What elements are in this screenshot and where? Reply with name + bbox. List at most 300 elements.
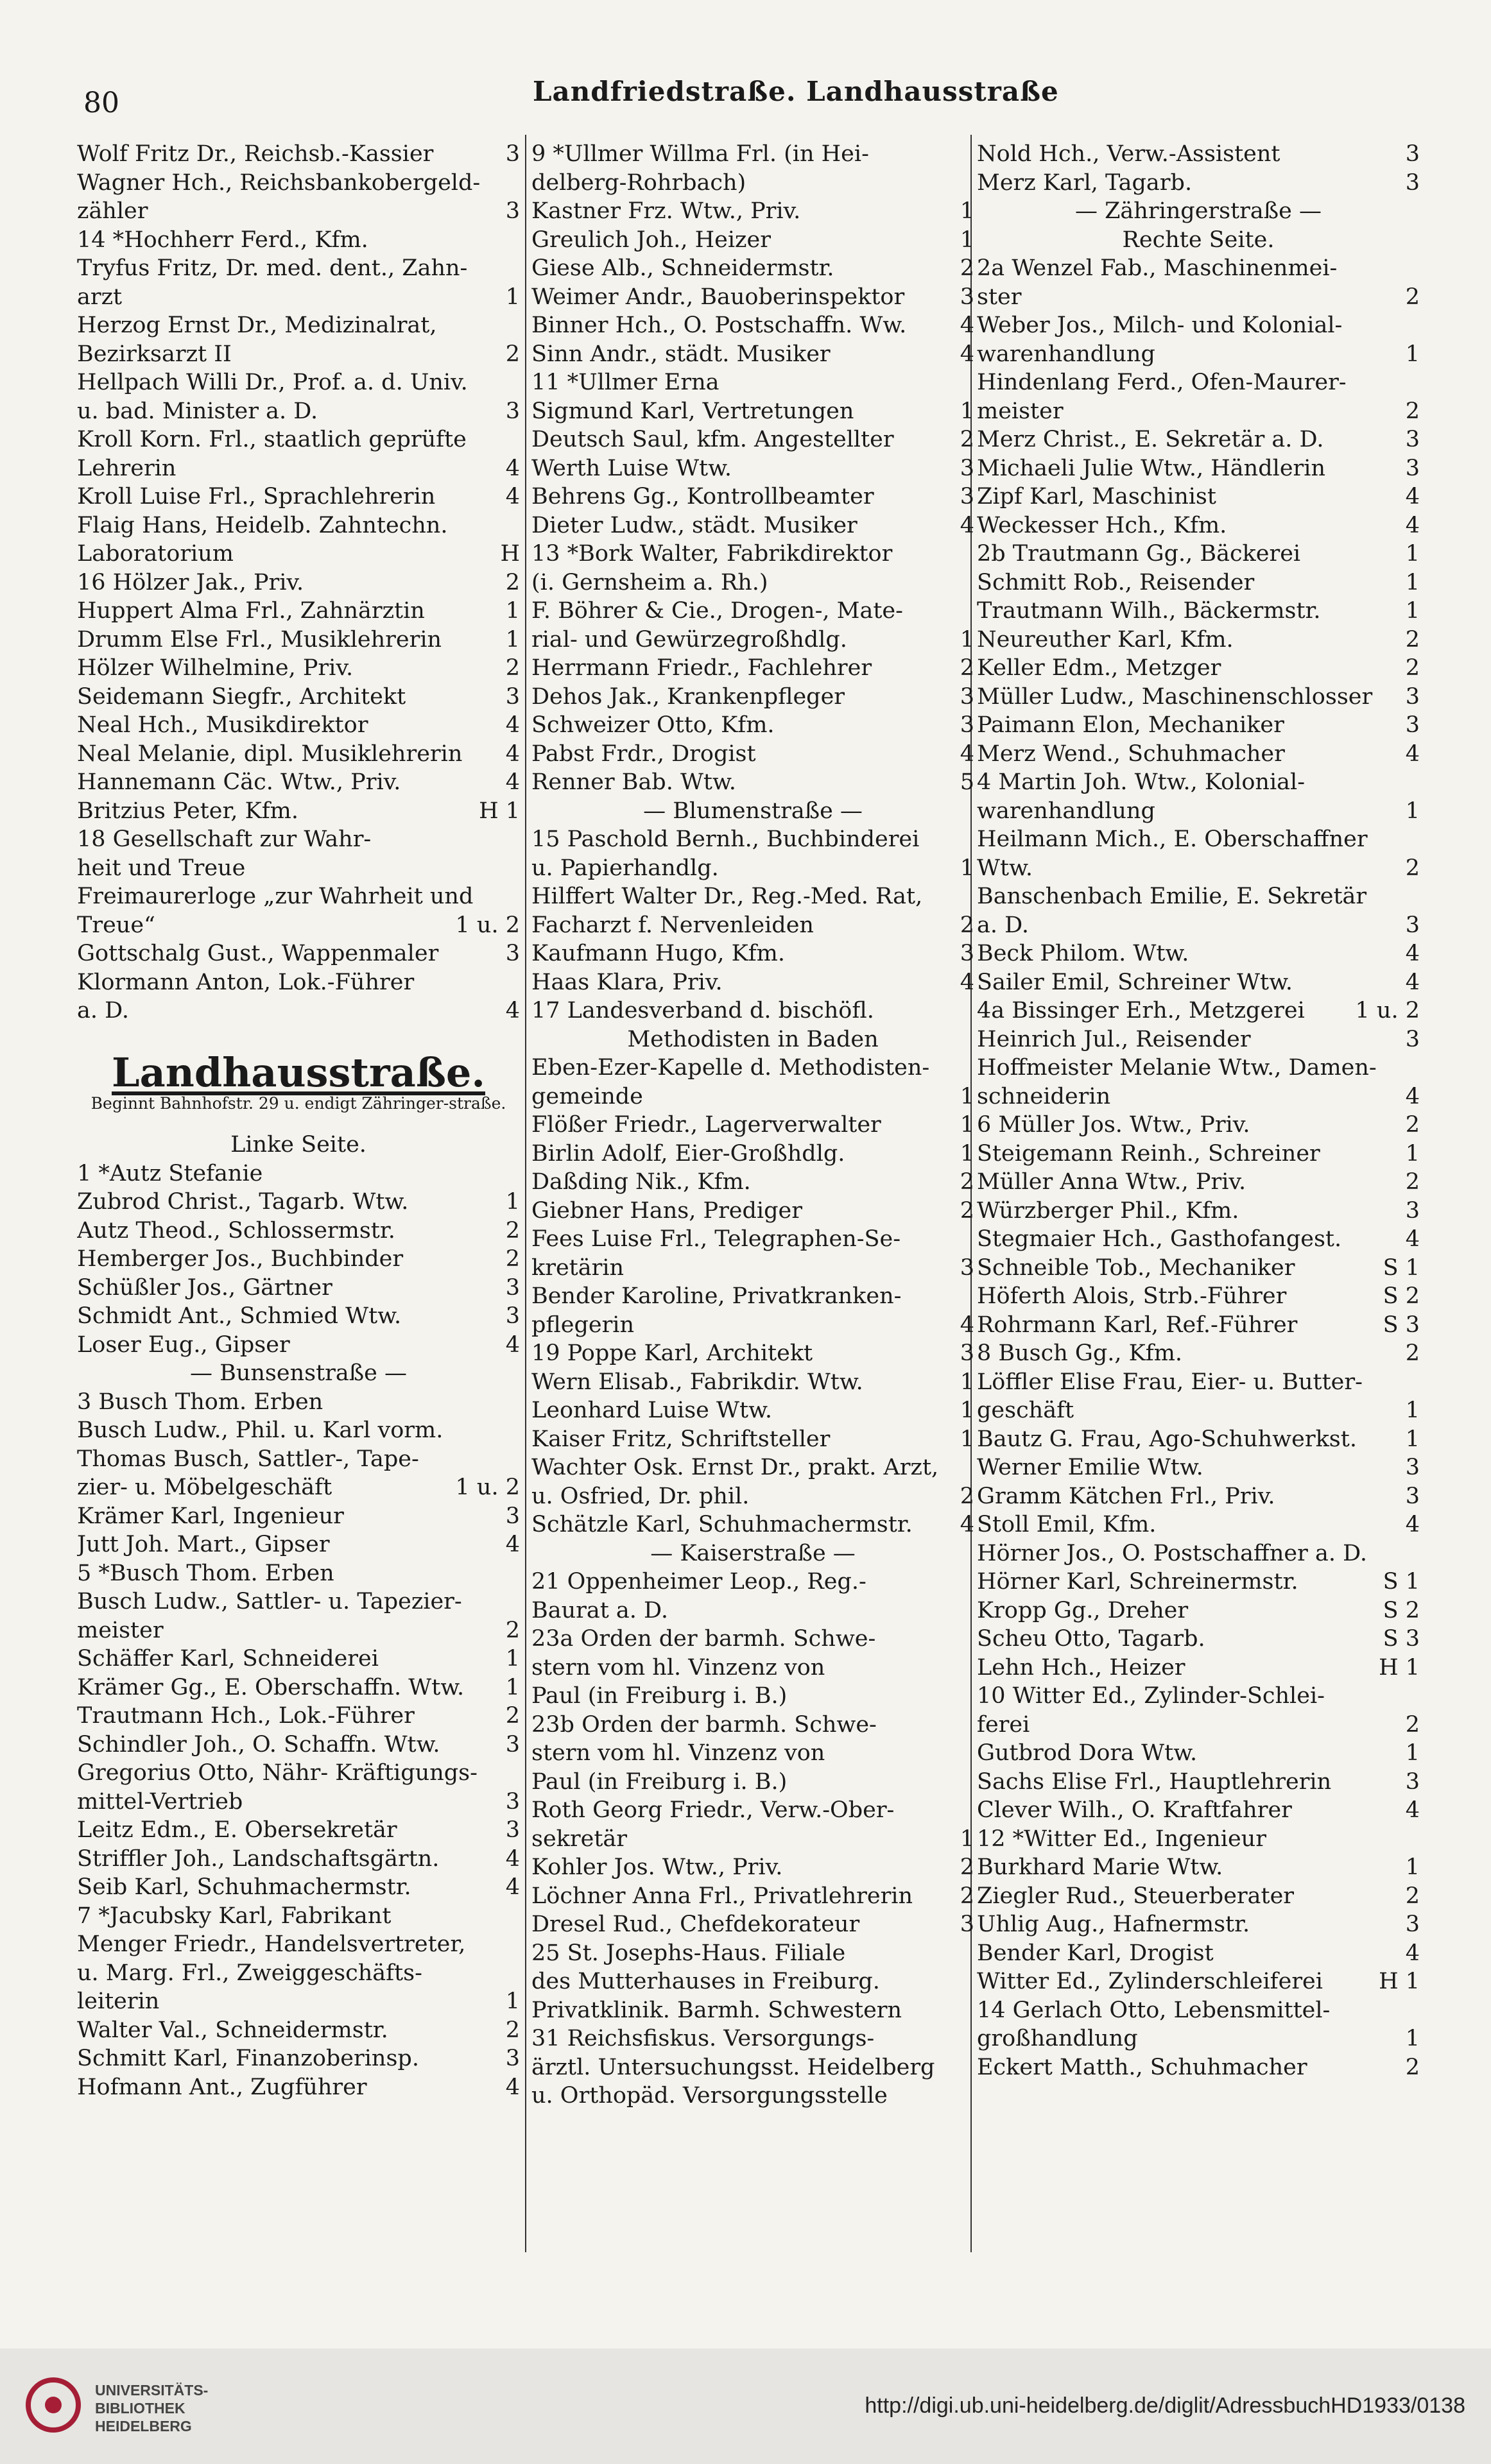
floor-number: 3: [1405, 1768, 1420, 1795]
floor-number: 4: [1405, 1083, 1420, 1109]
entry-text: Rohrmann Karl, Ref.-Führer: [977, 1312, 1298, 1338]
floor-number: 2: [1405, 398, 1420, 424]
entry-text: Wern Elisab., Fabrikdir. Wtw.: [531, 1369, 863, 1395]
directory-entry: [77, 1845, 520, 1874]
directory-entry: [531, 1054, 974, 1082]
floor-number: 1: [960, 855, 974, 881]
entry-text: Behrens Gg., Kontrollbeamter: [531, 484, 874, 509]
running-head: Landfriedstraße. Landhausstraße: [533, 76, 1059, 107]
floor-number: H: [500, 541, 520, 567]
floor-number: 2: [1405, 1883, 1420, 1909]
entry-text: (i. Gernsheim a. Rh.): [531, 569, 768, 595]
library-name-line: BIBLIOTHEK: [95, 2400, 185, 2417]
directory-entry: [977, 1711, 1420, 1740]
directory-entry: [531, 1939, 974, 1968]
directory-entry: [77, 540, 520, 569]
floor-number: 2: [960, 1854, 974, 1880]
floor-number: 1: [1405, 1740, 1420, 1766]
directory-entry: [77, 854, 520, 883]
directory-entry: [531, 1140, 974, 1168]
directory-entry: [531, 1168, 974, 1197]
floor-number: 1: [960, 1083, 974, 1109]
directory-entry: [77, 1502, 520, 1531]
floor-number: 3: [505, 198, 520, 224]
directory-entry: [531, 1254, 974, 1283]
directory-entry: [77, 454, 520, 483]
floor-number: 1: [505, 1674, 520, 1700]
entry-text: Merz Christ., E. Sekretär a. D.: [977, 427, 1324, 452]
entry-text: 9 *Ullmer Willma Frl. (in Hei-: [531, 141, 869, 167]
directory-entry: [531, 1910, 974, 1939]
directory-entry: [77, 1388, 520, 1417]
entry-text: Busch Ludw., Phil. u. Karl vorm.: [77, 1417, 444, 1443]
directory-entry: [77, 311, 520, 340]
directory-entry: [977, 1054, 1420, 1082]
directory-entry: [977, 1282, 1420, 1311]
entry-text: Schmidt Ant., Schmied Wtw.: [77, 1303, 402, 1329]
entry-text: Seidemann Siegfr., Architekt: [77, 683, 406, 710]
entry-text: Schmitt Rob., Reisender: [977, 569, 1255, 595]
entry-text: ster: [977, 284, 1022, 310]
entry-text: Hilffert Walter Dr., Reg.-Med. Rat,: [531, 884, 923, 909]
entry-text: Zubrod Christ., Tagarb. Wtw.: [77, 1189, 409, 1215]
directory-entry: [977, 1510, 1420, 1539]
entry-text: geschäft: [977, 1398, 1074, 1423]
section-heading: [977, 197, 1420, 226]
entry-text: Löchner Anna Frl., Privatlehrerin: [531, 1883, 913, 1909]
floor-number: 1: [1405, 1426, 1420, 1452]
entry-text: Müller Ludw., Maschinenschlosser: [977, 683, 1373, 710]
floor-number: 4: [1405, 969, 1420, 995]
entry-text: stern vom hl. Vinzenz von: [531, 1654, 825, 1681]
directory-entry: [977, 283, 1420, 312]
entry-text: Clever Wilh., O. Kraftfahrer: [977, 1797, 1292, 1823]
directory-entry: [77, 1473, 520, 1502]
directory-entry: [77, 397, 520, 426]
entry-text: Daßding Nik., Kfm.: [531, 1169, 751, 1195]
directory-entry: [977, 1140, 1420, 1168]
floor-number: 1: [505, 284, 520, 310]
floor-number: 1: [960, 1140, 974, 1167]
directory-entry: [531, 1825, 974, 1854]
directory-entry: [977, 768, 1420, 797]
entry-text: Wachter Osk. Ernst Dr., prakt. Arzt,: [531, 1455, 939, 1480]
directory-entry: [77, 1159, 520, 1188]
directory-entry: [77, 939, 520, 968]
directory-entry: [531, 1739, 974, 1768]
entry-text: Sigmund Karl, Vertretungen: [531, 398, 854, 424]
floor-number: 4: [1405, 484, 1420, 509]
directory-entry: [531, 1796, 974, 1825]
directory-entry: [977, 425, 1420, 454]
floor-number: 2: [1405, 1340, 1420, 1366]
directory-entry: [977, 939, 1420, 968]
entry-text: 2b Trautmann Gg., Bäckerei: [977, 541, 1301, 567]
directory-entry: [977, 1596, 1420, 1625]
floor-number: 4: [1405, 512, 1420, 538]
directory-entry: [77, 1731, 520, 1759]
entry-text: Stegmaier Hch., Gasthofangest.: [977, 1226, 1342, 1252]
directory-entry: [77, 340, 520, 369]
entry-text: Huppert Alma Frl., Zahnärztin: [77, 598, 425, 624]
directory-entry: [977, 340, 1420, 369]
entry-text: Dieter Ludw., städt. Musiker: [531, 512, 858, 538]
entry-text: Werner Emilie Wtw.: [977, 1455, 1203, 1480]
library-name-line: UNIVERSITÄTS-: [95, 2382, 209, 2399]
entry-text: Hannemann Cäc. Wtw., Priv.: [77, 769, 401, 795]
entry-text: Autz Theod., Schlossermstr.: [77, 1217, 395, 1244]
directory-entry: [977, 140, 1420, 169]
directory-entry: [977, 368, 1420, 397]
floor-number: 2: [1405, 626, 1420, 653]
floor-number: 4: [960, 341, 974, 367]
directory-column-left: [77, 140, 520, 2101]
entry-text: Banschenbach Emilie, E. Sekretär: [977, 884, 1367, 909]
entry-text: Giebner Hans, Prediger: [531, 1197, 802, 1224]
entry-text: Schäffer Karl, Schneiderei: [77, 1646, 379, 1672]
directory-entry: [531, 340, 974, 369]
entry-text: 21 Oppenheimer Leop., Reg.-: [531, 1569, 866, 1595]
entry-text: Kaufmann Hugo, Kfm.: [531, 941, 785, 966]
entry-text: 25 St. Josephs-Haus. Filiale: [531, 1940, 846, 1966]
directory-entry: [77, 1759, 520, 1788]
directory-entry: [77, 1616, 520, 1645]
entry-text: Gregorius Otto, Nähr- Kräftigungs-: [77, 1760, 478, 1786]
entry-text: Bender Karl, Drogist: [977, 1940, 1214, 1966]
directory-entry: [77, 740, 520, 769]
directory-entry: [977, 854, 1420, 883]
directory-entry: [531, 1654, 974, 1682]
directory-entry: [977, 397, 1420, 426]
directory-entry: [77, 1930, 520, 1959]
floor-number: 4: [960, 969, 974, 995]
directory-entry: [977, 1425, 1420, 1454]
entry-text: Weber Jos., Milch- und Kolonial-: [977, 312, 1343, 338]
directory-entry: [77, 1788, 520, 1817]
entry-text: Lehrerin: [77, 455, 177, 481]
entry-text: Sinn Andr., städt. Musiker: [531, 341, 831, 367]
entry-text: Striffler Joh., Landschaftsgärtn.: [77, 1845, 440, 1872]
entry-text: arzt: [77, 284, 123, 310]
directory-entry: [531, 597, 974, 626]
directory-entry: [531, 1596, 974, 1625]
entry-text: Werth Luise Wtw.: [531, 455, 732, 481]
directory-entry: [531, 1453, 974, 1482]
entry-text: 15 Paschold Bernh., Buchbinderei: [531, 826, 920, 852]
entry-text: Kroll Luise Frl., Sprachlehrerin: [77, 484, 436, 509]
entry-text: Paul (in Freiburg i. B.): [531, 1768, 788, 1795]
directory-entry: [977, 2024, 1420, 2053]
entry-text: u. bad. Minister a. D.: [77, 398, 318, 424]
floor-number: 1: [505, 1189, 520, 1215]
directory-column-right: [977, 140, 1420, 2082]
entry-text: Weckesser Hch., Kfm.: [977, 512, 1227, 538]
entry-text: meister: [77, 1617, 164, 1643]
directory-entry: [77, 1959, 520, 1988]
directory-entry: [531, 569, 974, 597]
directory-entry: [977, 1853, 1420, 1882]
directory-entry: [977, 626, 1420, 654]
directory-entry: [77, 626, 520, 654]
directory-entry: [531, 311, 974, 340]
floor-number: 1: [960, 626, 974, 653]
floor-number: 3: [1405, 683, 1420, 710]
directory-entry: [531, 1082, 974, 1111]
floor-number: 3: [505, 1503, 520, 1529]
entry-text: u. Orthopäd. Versorgungsstelle: [531, 2083, 888, 2109]
directory-entry: [77, 2073, 520, 2102]
entry-text: Bezirksarzt II: [77, 341, 232, 367]
directory-entry: [531, 968, 974, 997]
directory-entry: [531, 1967, 974, 1996]
floor-number: 1: [1405, 1140, 1420, 1167]
directory-entry: [977, 1654, 1420, 1682]
directory-entry: [531, 1425, 974, 1454]
entry-text: Bender Karoline, Privatkranken-: [531, 1283, 902, 1309]
entry-text: Greulich Joh., Heizer: [531, 227, 771, 253]
entry-text: Jutt Joh. Mart., Gipser: [77, 1532, 330, 1557]
directory-entry: [977, 1225, 1420, 1254]
directory-entry: [77, 1302, 520, 1331]
floor-number: 2: [1405, 855, 1420, 881]
entry-text: Hoffmeister Melanie Wtw., Damen-: [977, 1055, 1377, 1081]
floor-number: 4: [505, 769, 520, 795]
directory-entry: [977, 1682, 1420, 1711]
entry-text: Seib Karl, Schuhmachermstr.: [77, 1874, 411, 1900]
floor-number: H 1: [1379, 1969, 1420, 1994]
entry-text: Lehn Hch., Heizer: [977, 1654, 1185, 1681]
directory-entry: [977, 1339, 1420, 1368]
floor-number: 2: [505, 655, 520, 681]
directory-entry: [531, 1282, 974, 1311]
floor-number: 2: [960, 1197, 974, 1224]
floor-number: 1: [1405, 569, 1420, 595]
floor-number: 3: [1405, 912, 1420, 938]
directory-entry: [977, 483, 1420, 511]
entry-text: delberg-Rohrbach): [531, 169, 746, 196]
entry-text: Höferth Alois, Strb.-Führer: [977, 1283, 1287, 1309]
floor-number: 3: [505, 398, 520, 424]
entry-text: Sailer Emil, Schreiner Wtw.: [977, 969, 1293, 995]
floor-number: 2: [1405, 1112, 1420, 1138]
library-name-line: HEIDELBERG: [95, 2418, 192, 2434]
entry-text: Menger Friedr., Handelsvertreter,: [77, 1931, 466, 1957]
entry-text: Trautmann Wilh., Bäckermstr.: [977, 598, 1321, 624]
directory-entry: [977, 1311, 1420, 1340]
entry-text: Hörner Jos., O. Postschaffner a. D.: [977, 1540, 1368, 1566]
directory-entry: [531, 1311, 974, 1340]
entry-text: Michaeli Julie Wtw., Händlerin: [977, 455, 1325, 481]
entry-text: Schneible Tob., Mechaniker: [977, 1254, 1295, 1281]
directory-entry: [531, 454, 974, 483]
floor-number: 4: [505, 455, 520, 481]
floor-number: 2: [505, 1246, 520, 1272]
entry-text: Flaig Hans, Heidelb. Zahntechn.: [77, 512, 448, 538]
floor-number: 3: [960, 284, 974, 310]
entry-text: Herzog Ernst Dr., Medizinalrat,: [77, 312, 437, 338]
entry-text: Dehos Jak., Krankenpfleger: [531, 683, 845, 710]
entry-text: Schätzle Karl, Schuhmachermstr.: [531, 1512, 913, 1537]
directory-entry: [531, 197, 974, 226]
floor-number: 2: [1405, 1169, 1420, 1195]
entry-text: stern vom hl. Vinzenz von: [531, 1740, 825, 1766]
entry-text: Facharzt f. Nervenleiden: [531, 912, 814, 938]
directory-entry: [531, 939, 974, 968]
directory-entry: [977, 569, 1420, 597]
directory-column-middle: [531, 140, 974, 2110]
directory-entry: [77, 483, 520, 511]
floor-number: 4: [1405, 1797, 1420, 1823]
floor-number: S 2: [1383, 1597, 1420, 1623]
floor-number: 1: [960, 1112, 974, 1138]
entry-text: Birlin Adolf, Eier-Großhdlg.: [531, 1140, 845, 1167]
directory-entry: [77, 425, 520, 454]
directory-entry: [531, 711, 974, 740]
directory-entry: [77, 1445, 520, 1474]
floor-number: 2: [505, 2017, 520, 2043]
entry-text: Kohler Jos. Wtw., Priv.: [531, 1854, 783, 1880]
directory-entry: [977, 540, 1420, 569]
entry-text: großhandlung: [977, 2026, 1138, 2051]
floor-number: 3: [1405, 1197, 1420, 1224]
directory-entry: [77, 1274, 520, 1303]
floor-number: 1: [1405, 598, 1420, 624]
directory-entry: [977, 1625, 1420, 1654]
floor-number: 1: [505, 1646, 520, 1672]
directory-entry: [977, 511, 1420, 540]
directory-entry: [531, 254, 974, 283]
entry-text: Müller Anna Wtw., Priv.: [977, 1169, 1246, 1195]
entry-text: sekretär: [531, 1826, 627, 1852]
directory-entry: [531, 1368, 974, 1397]
entry-text: Merz Karl, Tagarb.: [977, 169, 1193, 196]
entry-text: Giese Alb., Schneidermstr.: [531, 255, 834, 281]
entry-text: Dresel Rud., Chefdekorateur: [531, 1912, 860, 1937]
floor-number: S 1: [1383, 1569, 1420, 1595]
library-logo-icon: [26, 2377, 81, 2433]
street-description: Beginnt Bahnhofstr. 29 u. endigt Zähringer-straße.: [90, 1094, 506, 1113]
floor-number: 1: [505, 626, 520, 653]
directory-entry: [977, 1882, 1420, 1911]
entry-text: Gottschalg Gust., Wappenmaler: [77, 941, 439, 966]
entry-text: Neal Melanie, dipl. Musiklehrerin: [77, 740, 463, 767]
directory-entry: [531, 740, 974, 769]
entry-text: des Mutterhauses in Freiburg.: [531, 1969, 880, 1994]
floor-number: 2: [505, 569, 520, 595]
entry-text: Renner Bab. Wtw.: [531, 769, 736, 795]
floor-number: 2: [960, 255, 974, 281]
floor-number: 5: [960, 769, 974, 795]
entry-text: Eckert Matth., Schuhmacher: [977, 2054, 1307, 2080]
entry-text: leiterin: [77, 1989, 160, 2014]
entry-text: Trautmann Hch., Lok.-Führer: [77, 1703, 415, 1729]
floor-number: 1 u. 2: [455, 1475, 520, 1500]
entry-text: Steigemann Reinh., Schreiner: [977, 1140, 1320, 1167]
directory-entry: [77, 226, 520, 255]
directory-entry: [531, 825, 974, 854]
directory-entry: [77, 2044, 520, 2073]
floor-number: 4: [505, 1331, 520, 1358]
directory-entry: [977, 1825, 1420, 1854]
directory-entry: [977, 1168, 1420, 1197]
entry-text: Hörner Karl, Schreinermstr.: [977, 1569, 1298, 1595]
directory-entry: [531, 226, 974, 255]
directory-entry: [531, 283, 974, 312]
directory-entry: [531, 1197, 974, 1226]
directory-entry: [977, 597, 1420, 626]
entry-text: a. D.: [77, 998, 130, 1023]
entry-text: Wagner Hch., Reichsbankobergeld-: [77, 169, 481, 196]
entry-text: Rechte Seite.: [1122, 227, 1275, 253]
directory-entry: [977, 1910, 1420, 1939]
floor-number: 2: [1405, 284, 1420, 310]
entry-text: 17 Landesverband d. bischöfl.: [531, 998, 874, 1023]
entry-text: Merz Wend., Schuhmacher: [977, 740, 1285, 767]
floor-number: 3: [960, 1340, 974, 1366]
entry-text: Bautz G. Frau, Ago-Schuhwerkst.: [977, 1426, 1357, 1452]
floor-number: 1: [960, 1426, 974, 1452]
directory-entry: [77, 797, 520, 826]
directory-entry: [531, 1882, 974, 1911]
floor-number: 2: [960, 655, 974, 681]
floor-number: H 1: [479, 798, 520, 824]
source-url-link[interactable]: http://digi.ub.uni-heidelberg.de/diglit/AdressbuchHD1933/0138: [865, 2393, 1465, 2418]
entry-text: 12 *Witter Ed., Ingenieur: [977, 1826, 1266, 1852]
directory-entry: [977, 2053, 1420, 2082]
entry-text: Stoll Emil, Kfm.: [977, 1512, 1157, 1537]
entry-text: Methodisten in Baden: [627, 1026, 879, 1052]
directory-entry: [531, 1396, 974, 1425]
entry-text: Linke Seite.: [230, 1132, 366, 1158]
column-divider: [525, 135, 526, 2252]
entry-text: 11 *Ullmer Erna: [531, 370, 720, 395]
floor-number: S 1: [1383, 1254, 1420, 1281]
directory-entry: [977, 911, 1420, 940]
page-number: 80: [83, 87, 119, 119]
directory-entry: [77, 997, 520, 1025]
floor-number: 3: [1405, 1483, 1420, 1509]
floor-number: 4: [505, 2074, 520, 2100]
floor-number: 3: [505, 941, 520, 966]
entry-text: Pabst Frdr., Drogist: [531, 740, 756, 767]
directory-entry: [531, 1339, 974, 1368]
entry-text: Schüßler Jos., Gärtner: [77, 1274, 332, 1301]
entry-text: 6 Müller Jos. Wtw., Priv.: [977, 1112, 1250, 1138]
directory-entry: [77, 1673, 520, 1702]
directory-entry: [531, 1482, 974, 1511]
floor-number: 1: [1405, 798, 1420, 824]
entry-text: 14 Gerlach Otto, Lebensmittel-: [977, 1997, 1331, 2023]
directory-entry: [77, 1530, 520, 1559]
entry-text: Schmitt Karl, Finanzoberinsp.: [77, 2046, 419, 2071]
entry-text: Heinrich Jul., Reisender: [977, 1026, 1251, 1052]
directory-entry: [77, 1217, 520, 1245]
directory-entry: [531, 511, 974, 540]
entry-text: F. Böhrer & Cie., Drogen-, Mate-: [531, 598, 903, 624]
floor-number: 2: [505, 1617, 520, 1643]
directory-entry: [977, 825, 1420, 854]
entry-text: Löffler Elise Frau, Eier- u. Butter-: [977, 1369, 1363, 1395]
section-heading: [531, 797, 974, 826]
floor-number: 3: [960, 941, 974, 966]
entry-text: warenhandlung: [977, 798, 1155, 824]
directory-entry: [531, 483, 974, 511]
entry-text: Keller Edm., Metzger: [977, 655, 1221, 681]
entry-text: Krämer Gg., E. Oberschaffn. Wtw.: [77, 1674, 465, 1700]
directory-entry: [531, 1682, 974, 1711]
entry-text: 3 Busch Thom. Erben: [77, 1389, 323, 1415]
entry-text: — Bunsenstraße —: [190, 1360, 407, 1386]
